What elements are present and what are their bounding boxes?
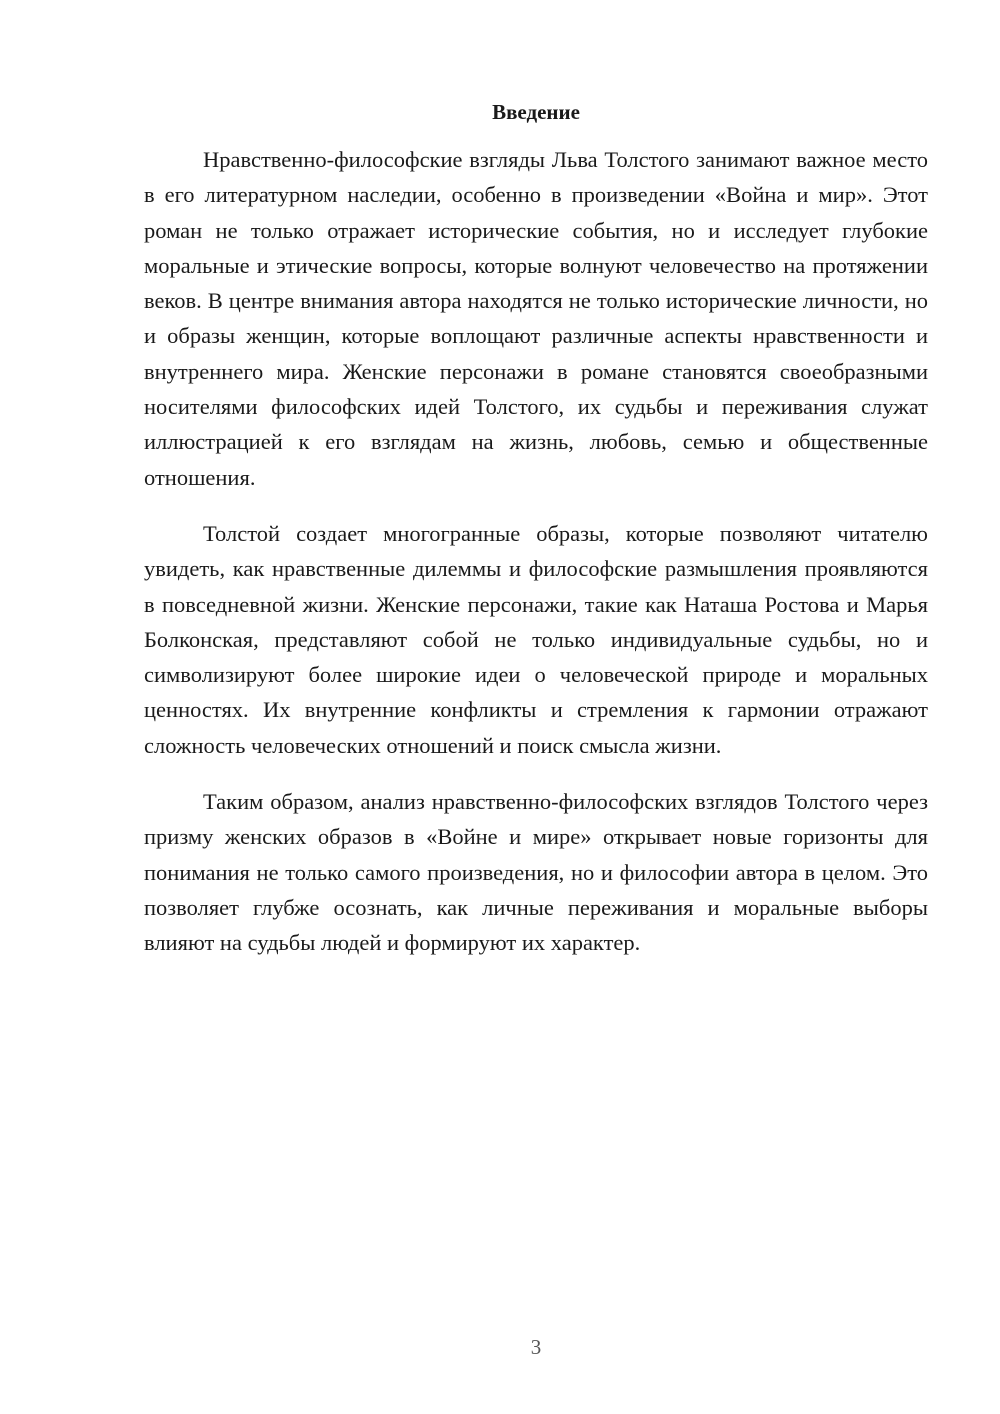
- body-text: [144, 142, 928, 982]
- paragraph-conclusion: Таким образом, анализ нравственно-философских взглядов Толстого через призму женских образов в «Войне и мире» открывает новые горизонты для понимания не только самого произведения, но и философии автора в целом. Это позволяет глубже осознать, как личные переживания и моральные выборы влияют на судьбы людей и формируют их характер.: [144, 789, 928, 956]
- page-number: 3: [530, 1335, 542, 1359]
- section-title: Введение: [492, 100, 580, 124]
- paragraph-intro: Нравственно-философские взгляды Льва Толстого занимают важное место в его литературном наследии, особенно в произведении «Война и мир». Этот роман не только отражает исторические события, но и исследует глубокие моральные и этические вопросы, которые волнуют человечество на протяжении веков. В центре внимания автора находятся не только исторические личности, но и образы женщин, которые воплощают различные аспекты нравственности и внутреннего мира. Женские персонажи в романе становятся своеобразными носителями философских идей Толстого, их судьбы и переживания служат иллюстрацией к его взглядам на жизнь, любовь, семью и общественные отношения.: [144, 147, 928, 490]
- paragraph-images: Толстой создает многогранные образы, которые позволяют читателю увидеть, как нравственные дилеммы и философские размышления проявляются в повседневной жизни. Женские персонажи, такие как Наташа Ростова и Марья Болконская, представляют собой не только индивидуальные судьбы, но и символизируют более широкие идеи о человеческой природе и моральных ценностях. Их внутренние конфликты и стремления к гармонии отражают сложность человеческих отношений и поиск смысла жизни.: [144, 520, 928, 758]
